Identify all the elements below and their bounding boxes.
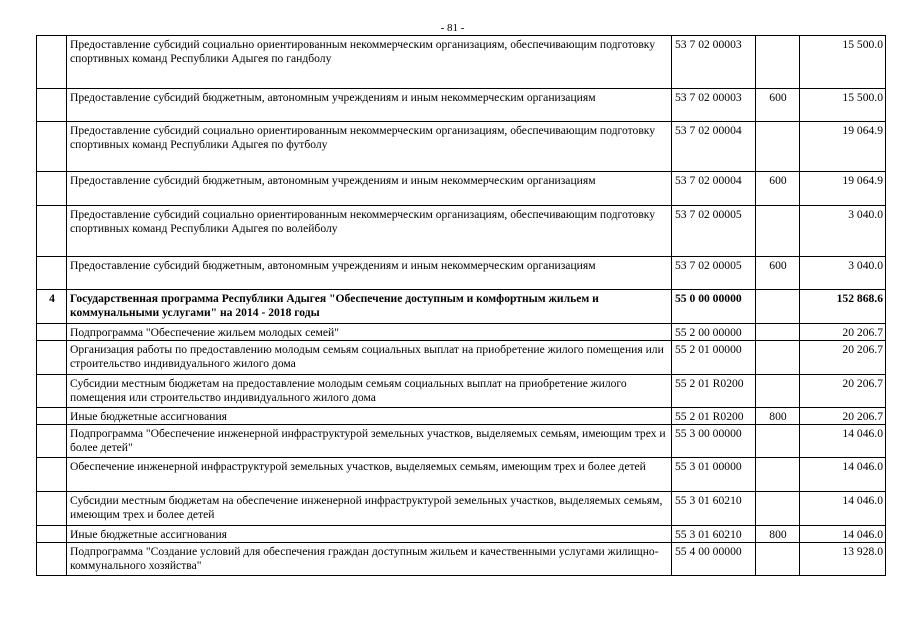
amount: 20 206.7 xyxy=(800,341,886,375)
amount: 13 928.0 xyxy=(800,543,886,576)
item-name: Предоставление субсидий социально ориентированным некоммерческим организациям, обеспечивающим подготовку спортивных команд Республики Адыгея по волейболу xyxy=(67,206,672,257)
target-code: 53 7 02 00004 xyxy=(672,172,756,206)
budget-table xyxy=(36,35,886,576)
page-number: - 81 - xyxy=(440,22,465,34)
row-number xyxy=(37,257,67,290)
expense-type xyxy=(756,206,800,257)
table-row xyxy=(37,492,886,526)
target-code: 53 7 02 00005 xyxy=(672,206,756,257)
table-row xyxy=(37,290,886,324)
row-number xyxy=(37,408,67,425)
target-code: 55 3 01 60210 xyxy=(672,526,756,543)
expense-type: 600 xyxy=(756,89,800,122)
table-row xyxy=(37,324,886,341)
expense-type xyxy=(756,543,800,576)
expense-type xyxy=(756,425,800,458)
expense-type xyxy=(756,341,800,375)
expense-type xyxy=(756,36,800,89)
amount: 20 206.7 xyxy=(800,375,886,408)
target-code: 53 7 02 00003 xyxy=(672,89,756,122)
item-name: Обеспечение инженерной инфраструктурой земельных участков, выделяемых семьям, имеющим трех и более детей xyxy=(67,458,672,492)
expense-type: 600 xyxy=(756,257,800,290)
target-code: 53 7 02 00005 xyxy=(672,257,756,290)
item-name: Подпрограмма "Создание условий для обеспечения граждан доступным жильем и качественными услугами жилищно-коммунального хозяйства" xyxy=(67,543,672,576)
amount: 19 064.9 xyxy=(800,172,886,206)
amount: 20 206.7 xyxy=(800,408,886,425)
amount: 3 040.0 xyxy=(800,206,886,257)
target-code: 55 3 01 60210 xyxy=(672,492,756,526)
row-number xyxy=(37,543,67,576)
expense-type xyxy=(756,458,800,492)
item-name: Иные бюджетные ассигнования xyxy=(67,526,672,543)
item-name: Подпрограмма "Обеспечение жильем молодых семей" xyxy=(67,324,672,341)
target-code: 55 0 00 00000 xyxy=(672,290,756,324)
amount: 19 064.9 xyxy=(800,122,886,172)
amount: 14 046.0 xyxy=(800,458,886,492)
item-name: Иные бюджетные ассигнования xyxy=(67,408,672,425)
item-name: Организация работы по предоставлению молодым семьям социальных выплат на приобретение жилого помещения или строительство индивидуального жилого дома xyxy=(67,341,672,375)
table-row xyxy=(37,172,886,206)
row-number: 4 xyxy=(37,290,67,324)
table-row xyxy=(37,341,886,375)
table-row xyxy=(37,36,886,89)
amount: 14 046.0 xyxy=(800,425,886,458)
amount: 15 500.0 xyxy=(800,89,886,122)
amount: 14 046.0 xyxy=(800,526,886,543)
target-code: 53 7 02 00004 xyxy=(672,122,756,172)
item-name: Предоставление субсидий бюджетным, автономным учреждениям и иным некоммерческим организациям xyxy=(67,172,672,206)
table-row xyxy=(37,257,886,290)
budget-table-body xyxy=(37,36,886,576)
row-number xyxy=(37,89,67,122)
row-number xyxy=(37,425,67,458)
table-row xyxy=(37,89,886,122)
table-row xyxy=(37,425,886,458)
amount: 3 040.0 xyxy=(800,257,886,290)
item-name: Подпрограмма "Обеспечение инженерной инфраструктурой земельных участков, выделяемых семьям, имеющим трех и более детей" xyxy=(67,425,672,458)
row-number xyxy=(37,341,67,375)
item-name: Предоставление субсидий бюджетным, автономным учреждениям и иным некоммерческим организациям xyxy=(67,89,672,122)
expense-type xyxy=(756,122,800,172)
row-number xyxy=(37,324,67,341)
item-name: Субсидии местным бюджетам на предоставление молодым семьям социальных выплат на приобретение жилого помещения или строительство индивидуального жилого дома xyxy=(67,375,672,408)
target-code: 55 4 00 00000 xyxy=(672,543,756,576)
target-code: 55 2 01 R0200 xyxy=(672,408,756,425)
expense-type xyxy=(756,375,800,408)
target-code: 55 2 01 00000 xyxy=(672,341,756,375)
target-code: 55 3 01 00000 xyxy=(672,458,756,492)
target-code: 55 2 00 00000 xyxy=(672,324,756,341)
expense-type: 800 xyxy=(756,408,800,425)
amount: 15 500.0 xyxy=(800,36,886,89)
target-code: 55 3 00 00000 xyxy=(672,425,756,458)
row-number xyxy=(37,122,67,172)
row-number xyxy=(37,172,67,206)
amount: 14 046.0 xyxy=(800,492,886,526)
expense-type xyxy=(756,492,800,526)
item-name: Предоставление субсидий социально ориентированным некоммерческим организациям, обеспечивающим подготовку спортивных команд Республики Адыгея по футболу xyxy=(67,122,672,172)
target-code: 53 7 02 00003 xyxy=(672,36,756,89)
table-row xyxy=(37,206,886,257)
table-row xyxy=(37,526,886,543)
row-number xyxy=(37,458,67,492)
amount: 152 868.6 xyxy=(800,290,886,324)
table-row xyxy=(37,375,886,408)
table-row xyxy=(37,408,886,425)
expense-type xyxy=(756,290,800,324)
table-row xyxy=(37,122,886,172)
item-name: Государственная программа Республики Адыгея "Обеспечение доступным и комфортным жильем и коммунальными услугами" на 2014 - 2018 годы xyxy=(67,290,672,324)
item-name: Предоставление субсидий социально ориентированным некоммерческим организациям, обеспечивающим подготовку спортивных команд Республики Адыгея по гандболу xyxy=(67,36,672,89)
item-name: Предоставление субсидий бюджетным, автономным учреждениям и иным некоммерческим организациям xyxy=(67,257,672,290)
table-row xyxy=(37,543,886,576)
table-row xyxy=(37,458,886,492)
row-number xyxy=(37,492,67,526)
row-number xyxy=(37,206,67,257)
row-number xyxy=(37,36,67,89)
amount: 20 206.7 xyxy=(800,324,886,341)
row-number xyxy=(37,375,67,408)
target-code: 55 2 01 R0200 xyxy=(672,375,756,408)
expense-type: 800 xyxy=(756,526,800,543)
expense-type: 600 xyxy=(756,172,800,206)
item-name: Субсидии местным бюджетам на обеспечение инженерной инфраструктурой земельных участков, выделяемых семьям, имеющим трех и более детей xyxy=(67,492,672,526)
expense-type xyxy=(756,324,800,341)
row-number xyxy=(37,526,67,543)
